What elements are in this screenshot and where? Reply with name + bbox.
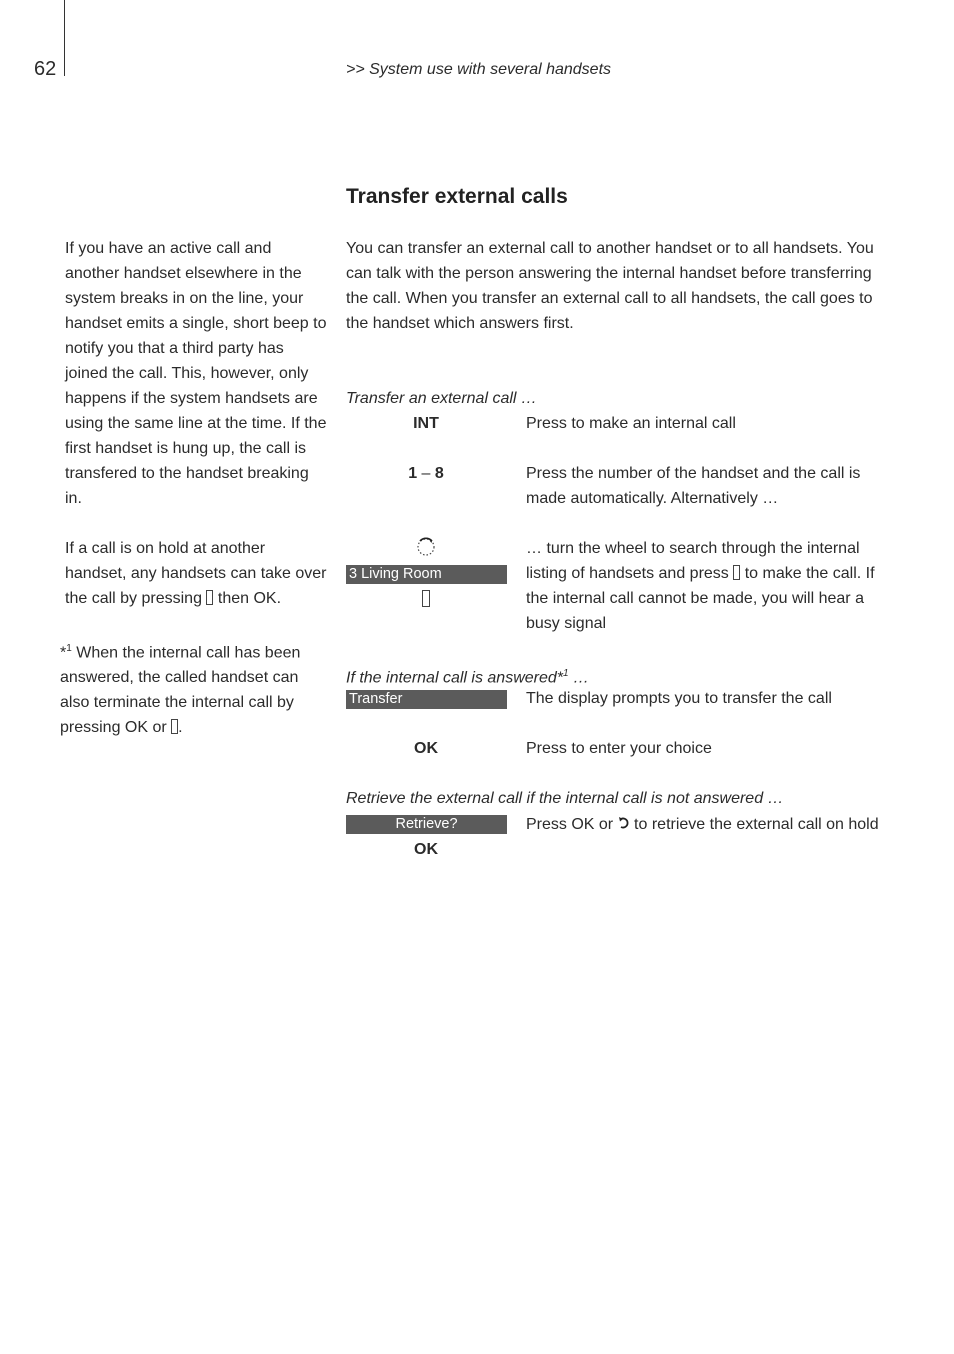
talk-key-icon — [733, 565, 740, 580]
step-wheel-description — [526, 536, 896, 636]
ok-key-retrieve: OK — [414, 841, 438, 858]
running-head: >> System use with several handsets — [346, 61, 612, 78]
section-heading-ellipsis: … — [568, 669, 590, 687]
step-wheel-tail: to make the call. If the internal call cannot be made, you will hear a busy signal — [526, 565, 875, 632]
retrieve-text: Press OK or — [526, 816, 614, 833]
footnote — [60, 636, 330, 740]
number-key-dash: – — [421, 465, 431, 482]
footnote-marker: * — [60, 644, 67, 662]
page-number: 62 — [34, 58, 57, 80]
display-retrieve: Retrieve? — [346, 815, 507, 834]
display-transfer-description: The display prompts you to transfer the call — [526, 690, 832, 707]
number-keys — [346, 461, 506, 486]
section-heading-retrieve: Retrieve the external call if the internal call is not answered … — [346, 790, 784, 807]
talk-key-icon — [422, 590, 430, 610]
back-arrow-icon — [618, 816, 630, 830]
int-key: INT — [413, 415, 439, 432]
section-heading-answered-text: If the internal call is answered* — [346, 669, 563, 687]
margin-rule — [64, 0, 65, 76]
sidebar-note-hold-tail: then OK. — [217, 590, 282, 607]
display-transfer: Transfer — [346, 690, 507, 709]
ok-key-description: Press to enter your choice — [526, 740, 712, 757]
page-title: Transfer external calls — [346, 185, 568, 208]
wheel-icon — [416, 537, 436, 562]
sidebar-note-hold — [65, 536, 330, 611]
section-heading-sup: 1 — [563, 668, 569, 679]
sidebar-note-hold-text: If a call is on hold at another handset, any handsets can take over the call by pressing — [65, 540, 327, 607]
footnote-text: When the internal call has been answered, the called handset can also terminate the internal call by pressing OK or — [60, 644, 301, 737]
footnote-sup: 1 — [66, 643, 72, 654]
talk-key-icon — [206, 590, 213, 605]
number-key-end: 8 — [434, 465, 444, 482]
footnote-tail: . — [178, 719, 183, 737]
number-key-start: 1 — [408, 465, 418, 482]
step-number-description: Press the number of the handset and the call is made automatically. Alternatively … — [526, 465, 861, 507]
retrieve-tail: to retrieve the external call on hold — [634, 816, 879, 833]
section-heading-transfer: Transfer an external call … — [346, 390, 537, 407]
intro-paragraph: You can transfer an external call to another handset or to all handsets. You can talk with the person answering the internal handset before transferring the call. When you transfer an external call to all handsets, the call goes to the handset which answers first. — [346, 240, 874, 332]
display-handset-name: 3 Living Room — [346, 565, 507, 584]
step-wheel-text: … turn the wheel to search through the internal listing of handsets and press — [526, 540, 860, 582]
step-int-description: Press to make an internal call — [526, 415, 736, 432]
ok-key: OK — [414, 740, 438, 757]
sidebar-note-break-in: If you have an active call and another handset elsewhere in the system breaks in on the line, your handset emits a single, short beep to notify you that a third party has joined the call. This, however, only happens if the system handsets are using the same line at the time. If the first handset is hung up, the call is transfered to the handset breaking in. — [65, 240, 327, 507]
retrieve-description — [526, 812, 896, 837]
